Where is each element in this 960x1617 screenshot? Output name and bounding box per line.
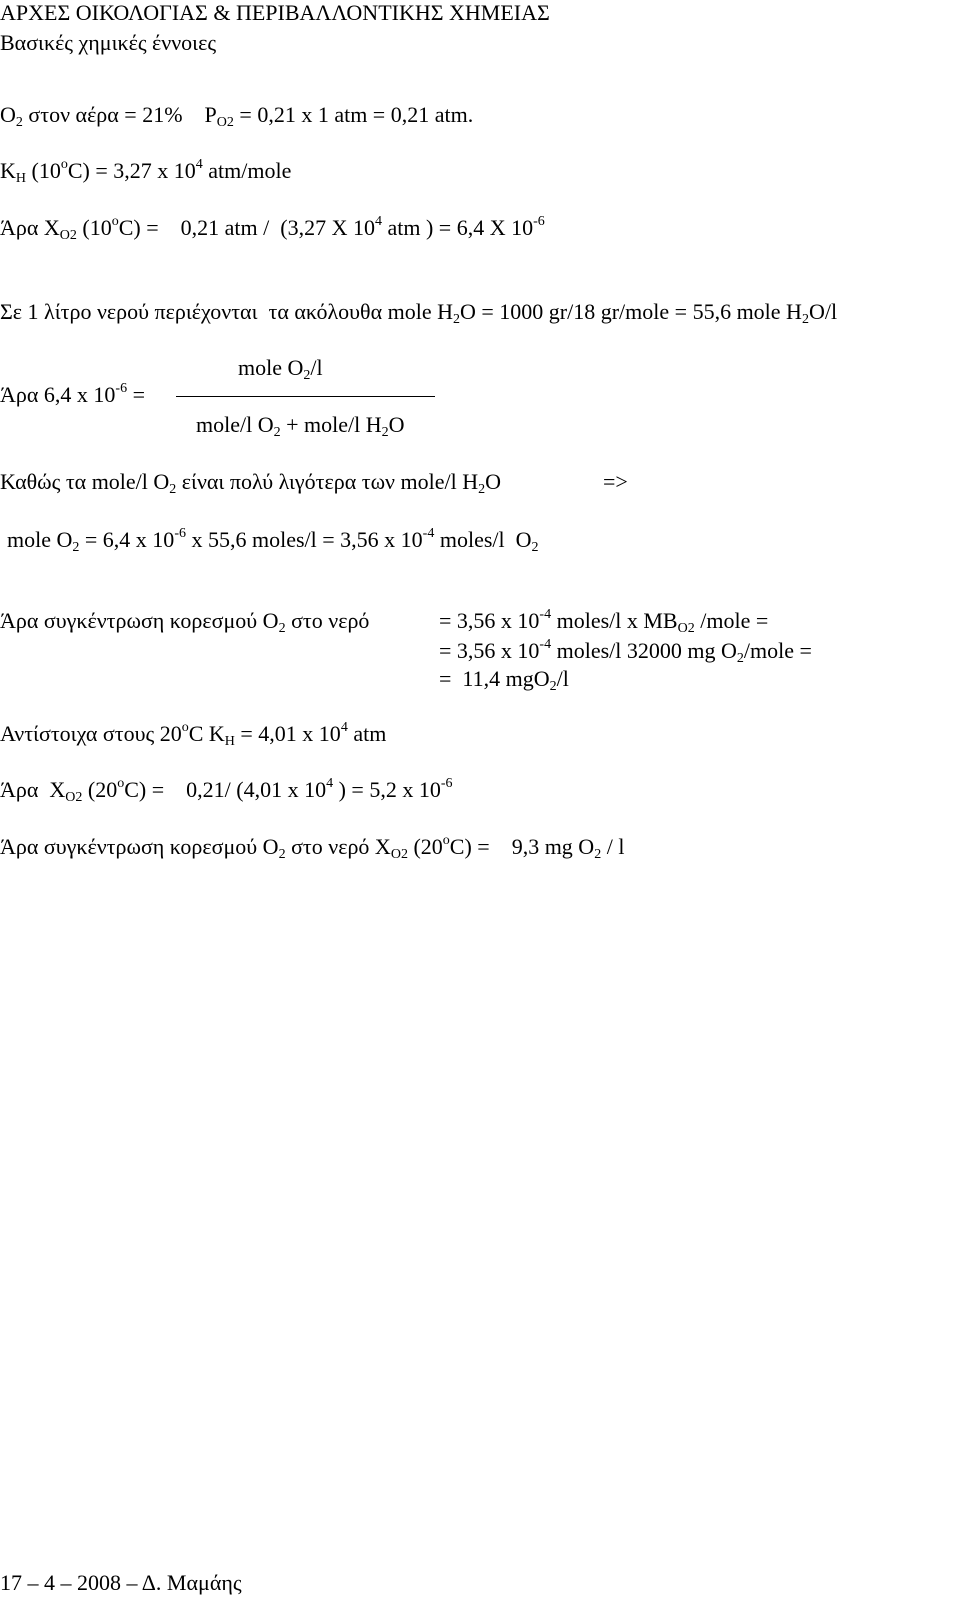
- saturation-concentration-label: Άρα συγκέντρωση κορεσμού $O_2$ στο νερό: [0, 608, 370, 636]
- page-subtitle: Βασικές χημικές έννοιες: [0, 30, 217, 55]
- mole-fraction-20c-line: Άρα $X_{O2}$ $(20^oC)$ = 0,21/ (4,01 x $10^4$ ) = 5,2 x $10^{-6}$: [0, 776, 453, 805]
- saturation-step-3: = 11,4 mgO$_2$/l: [439, 666, 569, 694]
- fraction-numerator: mole $O_2/l$: [238, 355, 323, 383]
- saturation-step-2: = 3,56 x $10^{-4}$ moles/l 32000 mg $O_2$/mole =: [439, 637, 812, 666]
- page-title: ΑΡΧΕΣ ΟΙΚΟΛΟΓΙΑΣ & ΠΕΡΙΒΑΛΛΟΝΤΙΚΗΣ ΧΗΜΕΙΑΣ: [0, 0, 550, 25]
- fraction-bar: [176, 396, 435, 397]
- mole-o2-result-line: mole $O_2 = 6,4$ x $10^{-6}$ x 55,6 moles/l = 3,56 x $10^{-4}$ moles/l $O_2$: [7, 526, 539, 555]
- fraction-denominator: mole/l $O_2$ + mole/l $H_2O$: [196, 412, 405, 440]
- water-moles-line: Σε 1 λίτρο νερού περιέχονται τα ακόλουθα mole $H_2O = 1000$ gr/18 gr/mole = 55,6 mole $H_2O/l$: [0, 299, 838, 327]
- henry-constant-20c-line: Αντίστοιχα στους 20$^o$C $K_H = 4,01$ x $10^4$ atm: [0, 720, 387, 749]
- mole-fraction-10c-line: Άρα $X_{O2}$ $(10^oC)$ = 0,21 atm / (3,27 X $10^4$ atm ) = 6,4 X $10^{-6}$: [0, 214, 545, 243]
- fraction-lhs: Άρα 6,4 x $10^{-6}$ =: [0, 381, 145, 407]
- comparison-line: Καθώς τα mole/l $O_2$ είναι πολύ λιγότερα των mole/l $H_2O$: [0, 469, 501, 497]
- saturation-step-1: = 3,56 x $10^{-4}$ moles/l x $MB_{O2}$ /mole =: [439, 607, 769, 636]
- o2-in-air-line: $O_2$ στον αέρα = 21% $P_{O2} = 0,21$ x 1 atm = 0,21 atm.: [0, 102, 474, 130]
- implies-arrow: =>: [603, 469, 628, 494]
- henry-constant-10c-line: $K_H$ $(10^oC) = 3,27$ x $10^4$ atm/mole: [0, 157, 292, 186]
- saturation-20c-line: Άρα συγκέντρωση κορεσμού $O_2$ στο νερό $X_{O2}$ $(20^oC)$ = 9,3 mg $O_2$ / l: [0, 833, 625, 862]
- page-footer: 17 – 4 – 2008 – Δ. Μαμάης: [0, 1570, 242, 1595]
